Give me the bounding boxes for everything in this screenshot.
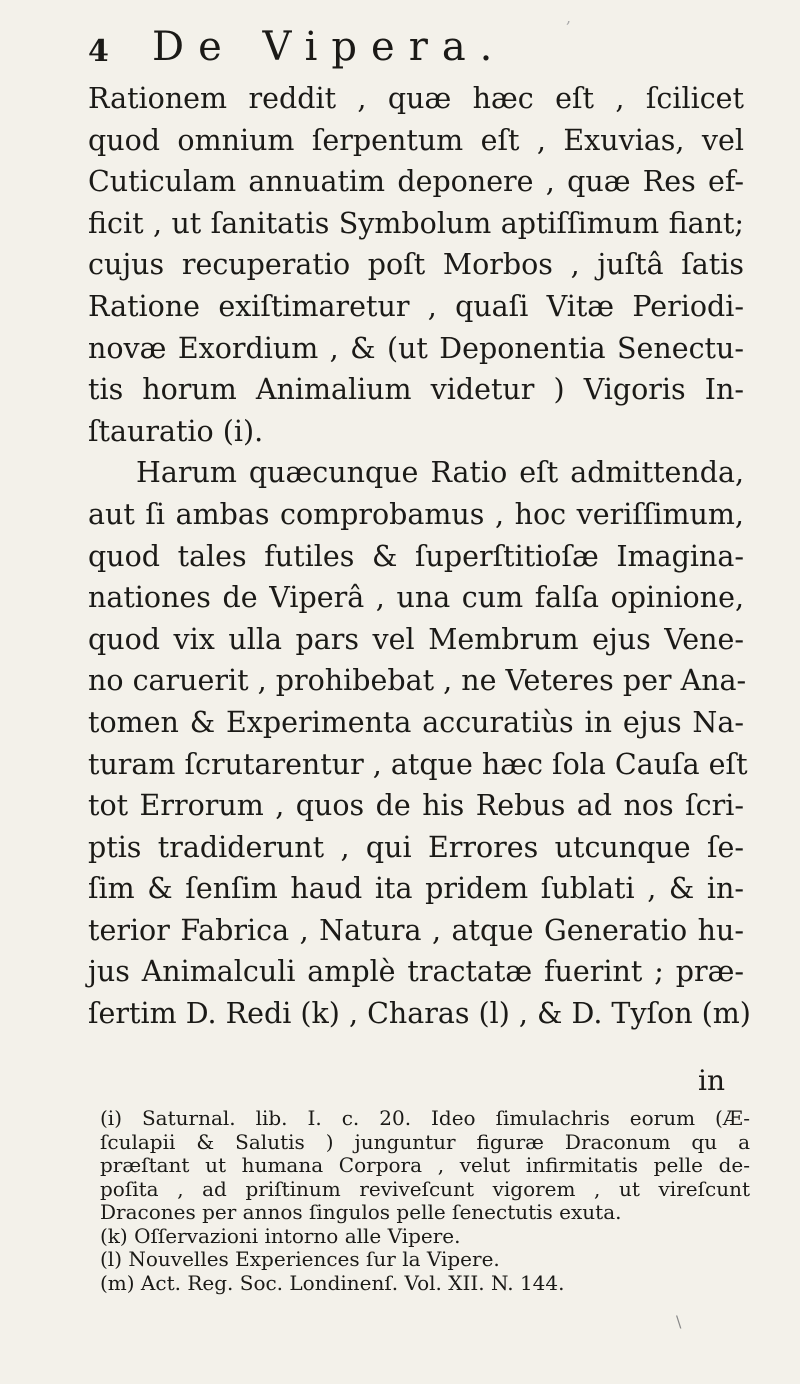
text-line: aut ſi ambas comprobamus , hoc veriſſimum, — [88, 497, 744, 531]
text-line: tomen & Experimenta accuratiùs in ejus Na- — [88, 705, 744, 739]
page-header — [88, 14, 740, 74]
footnote-line: ſculapii & Salutis ) junguntur figuræ Draconum qu a — [100, 1129, 750, 1154]
main-text — [88, 78, 751, 1035]
footnote-line: (i) Saturnal. lib. I. c. 20. Ideo ſimulachris eorum (Æ- — [100, 1106, 750, 1130]
footnote-line: poſita , ad priſtinum reviveſcunt vigorem , ut vireſcunt — [100, 1176, 750, 1201]
footnote-line: Dracones per annos ſingulos pelle ſenectutis exuta. — [100, 1200, 622, 1224]
text-line: Ratione exiſtimaretur , quaſi Vitæ Periodi- — [88, 289, 744, 323]
footnote-line: (k) Oſſervazioni intorno alle Vipere. — [100, 1223, 461, 1248]
text-line: nationes de Viperâ , una cum falſa opinione, — [88, 581, 744, 615]
text-line: quod omnium ſerpentum eſt , Exuvias, vel — [88, 123, 744, 157]
text-line: novæ Exordium , & (ut Deponentia Senectu- — [88, 331, 744, 365]
text-line: tis horum Animalium videtur ) Vigoris In- — [88, 373, 744, 407]
text-line: jus Animalculi amplè tractatæ fuerint ; præ- — [88, 955, 744, 989]
text-line: quod tales futiles & ſuperſtitioſæ Imagina- — [88, 539, 744, 573]
text-line: Cuticulam annuatim deponere , quæ Res ef- — [88, 165, 744, 199]
text-line: ſtauratio (i). — [88, 414, 264, 448]
footnotes — [100, 1107, 750, 1295]
text-line: cujus recuperatio poſt Morbos , juſtâ ſatis — [88, 248, 744, 282]
text-line: ficit , ut ſanitatis Symbolum aptiſſimum fiant; — [88, 206, 744, 240]
footnote-line: præſtant ut humana Corpora , velut infirmitatis pelle de- — [100, 1153, 750, 1177]
text-line: terior Fabrica , Natura , atque Generatio hu- — [88, 913, 744, 947]
text-line: quod vix ulla pars vel Membrum ejus Vene- — [88, 622, 744, 656]
text-line: Rationem reddit , quæ hæc eſt , ſcilicet — [88, 82, 744, 115]
text-line: ſertim D. Redi (k) , Charas (l) , & D. Tyſon (m) — [88, 997, 751, 1031]
text-line: ſim & ſenſim haud ita pridem ſublati , & in- — [88, 872, 744, 906]
catchword: in — [698, 1064, 725, 1097]
text-line: ptis tradiderunt , qui Errores utcunque ſe- — [88, 830, 744, 864]
footnote-line: (m) Act. Reg. Soc. Londinenſ. Vol. XII. N. 144. — [100, 1270, 565, 1295]
page-number: 4 — [88, 34, 109, 69]
footnote-line: (l) Nouvelles Experiences ſur la Vipere. — [100, 1247, 500, 1271]
margin-mark: \ — [676, 1312, 682, 1331]
paragraph-start-line: Harum quæcunque Ratio eſt admittenda, — [136, 456, 744, 490]
text-line: no caruerit , prohibebat , ne Veteres per Ana- — [88, 664, 747, 698]
text-line: tot Errorum , quos de his Rebus ad nos ſcri- — [88, 789, 744, 823]
ink-mark: , — [566, 8, 572, 27]
running-title: De Vipera. — [152, 24, 507, 70]
text-line: turam ſcrutarentur , atque hæc ſola Cauſa eſt — [88, 747, 748, 781]
